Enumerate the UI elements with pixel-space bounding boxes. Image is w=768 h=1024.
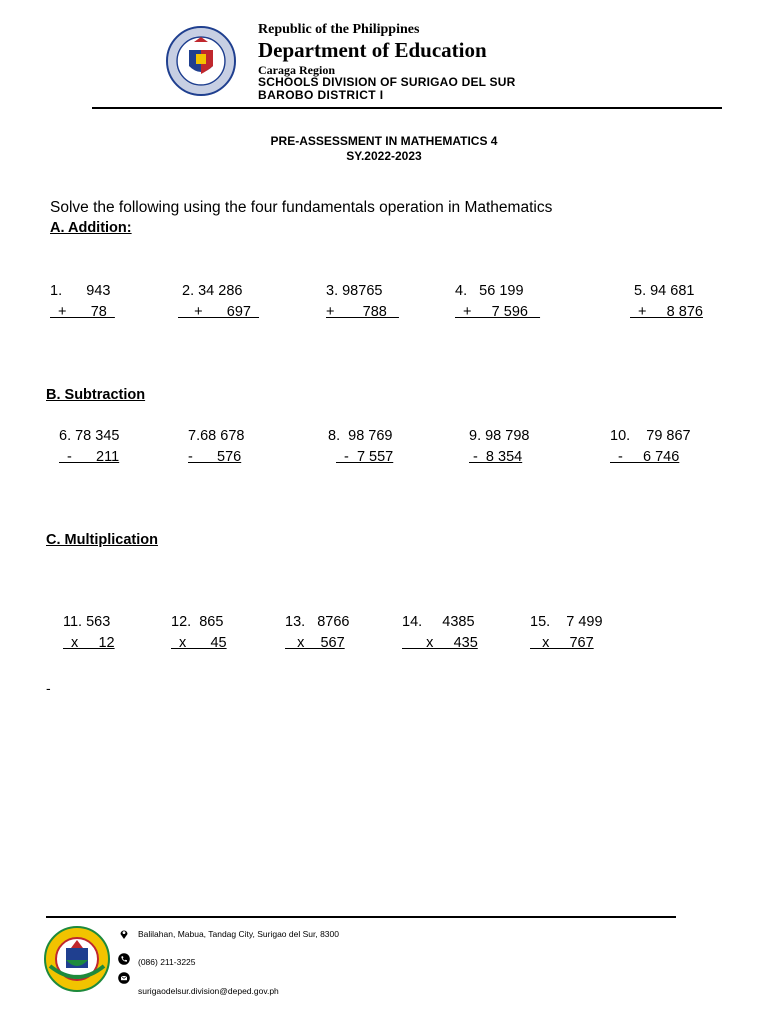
problem-bottom: + 8 876 xyxy=(630,304,703,320)
problem-top: 8. 98 769 xyxy=(328,428,393,444)
problem-bottom: - 7 557 xyxy=(336,449,394,465)
problem-bottom: - 8 354 xyxy=(469,449,523,465)
problem-bottom: x 567 xyxy=(285,635,345,651)
problem-top: 5. 94 681 xyxy=(634,283,695,299)
division-label: SCHOOLS DIVISION OF SURIGAO DEL SUR xyxy=(258,75,516,89)
section-heading-addition: A. Addition: xyxy=(50,220,132,236)
republic-label: Republic of the Philippines xyxy=(258,22,420,37)
problem-top: 10. 79 867 xyxy=(610,428,691,444)
stray-mark: - xyxy=(46,680,51,696)
problem-bottom: x 767 xyxy=(530,635,594,651)
footer-phone: (086) 211-3225 xyxy=(138,957,196,967)
problem-bottom: + 788 xyxy=(326,304,399,320)
problem-top: 6. 78 345 xyxy=(59,428,120,444)
problem-bottom: x 12 xyxy=(63,635,115,651)
problem-top: 1. 943 xyxy=(50,283,111,299)
problem-top: 15. 7 499 xyxy=(530,614,603,630)
footer-email: surigaodelsur.division@deped.gov.ph xyxy=(138,986,279,996)
department-name: Department of Education xyxy=(258,38,487,62)
email-icon xyxy=(118,972,130,984)
problem-top: 14. 4385 xyxy=(402,614,475,630)
division-logo-icon xyxy=(44,926,110,992)
problem-bottom: + 7 596 xyxy=(455,304,541,320)
section-heading-subtraction: B. Subtraction xyxy=(46,387,146,403)
section-heading-multiplication: C. Multiplication xyxy=(46,532,158,548)
problem-top: 7.68 678 xyxy=(188,428,245,444)
problem-bottom: - 576 xyxy=(188,449,242,465)
footer-address: Balilahan, Mabua, Tandag City, Surigao del Sur, 8300 xyxy=(138,929,339,939)
instructions: Solve the following using the four fundamentals operation in Mathematics xyxy=(50,199,553,216)
problem-top: 11. 563 xyxy=(63,614,111,630)
problem-bottom: - 6 746 xyxy=(610,449,680,465)
header-divider xyxy=(92,107,722,109)
problem-top: 2. 34 286 xyxy=(182,283,243,299)
location-icon xyxy=(118,928,130,940)
problem-top: 4. 56 199 xyxy=(455,283,524,299)
problem-bottom: + 78 xyxy=(50,304,115,320)
problem-top: 13. 8766 xyxy=(285,614,350,630)
deped-seal-icon xyxy=(166,26,236,96)
problem-top: 9. 98 798 xyxy=(469,428,530,444)
footer-divider xyxy=(46,916,676,918)
assessment-title: PRE-ASSESSMENT IN MATHEMATICS 4 xyxy=(270,134,498,148)
problem-top: 12. 865 xyxy=(171,614,224,630)
district-label: BAROBO DISTRICT I xyxy=(258,88,384,102)
problem-bottom: - 211 xyxy=(59,449,120,465)
region-label: Caraga Region xyxy=(258,63,335,77)
problem-top: 3. 98765 xyxy=(326,283,383,299)
school-year: SY.2022-2023 xyxy=(346,149,422,163)
problem-bottom: x 45 xyxy=(171,635,227,651)
problem-bottom: x 435 xyxy=(402,635,478,651)
problem-bottom: + 697 xyxy=(178,304,260,320)
phone-icon xyxy=(118,953,130,965)
